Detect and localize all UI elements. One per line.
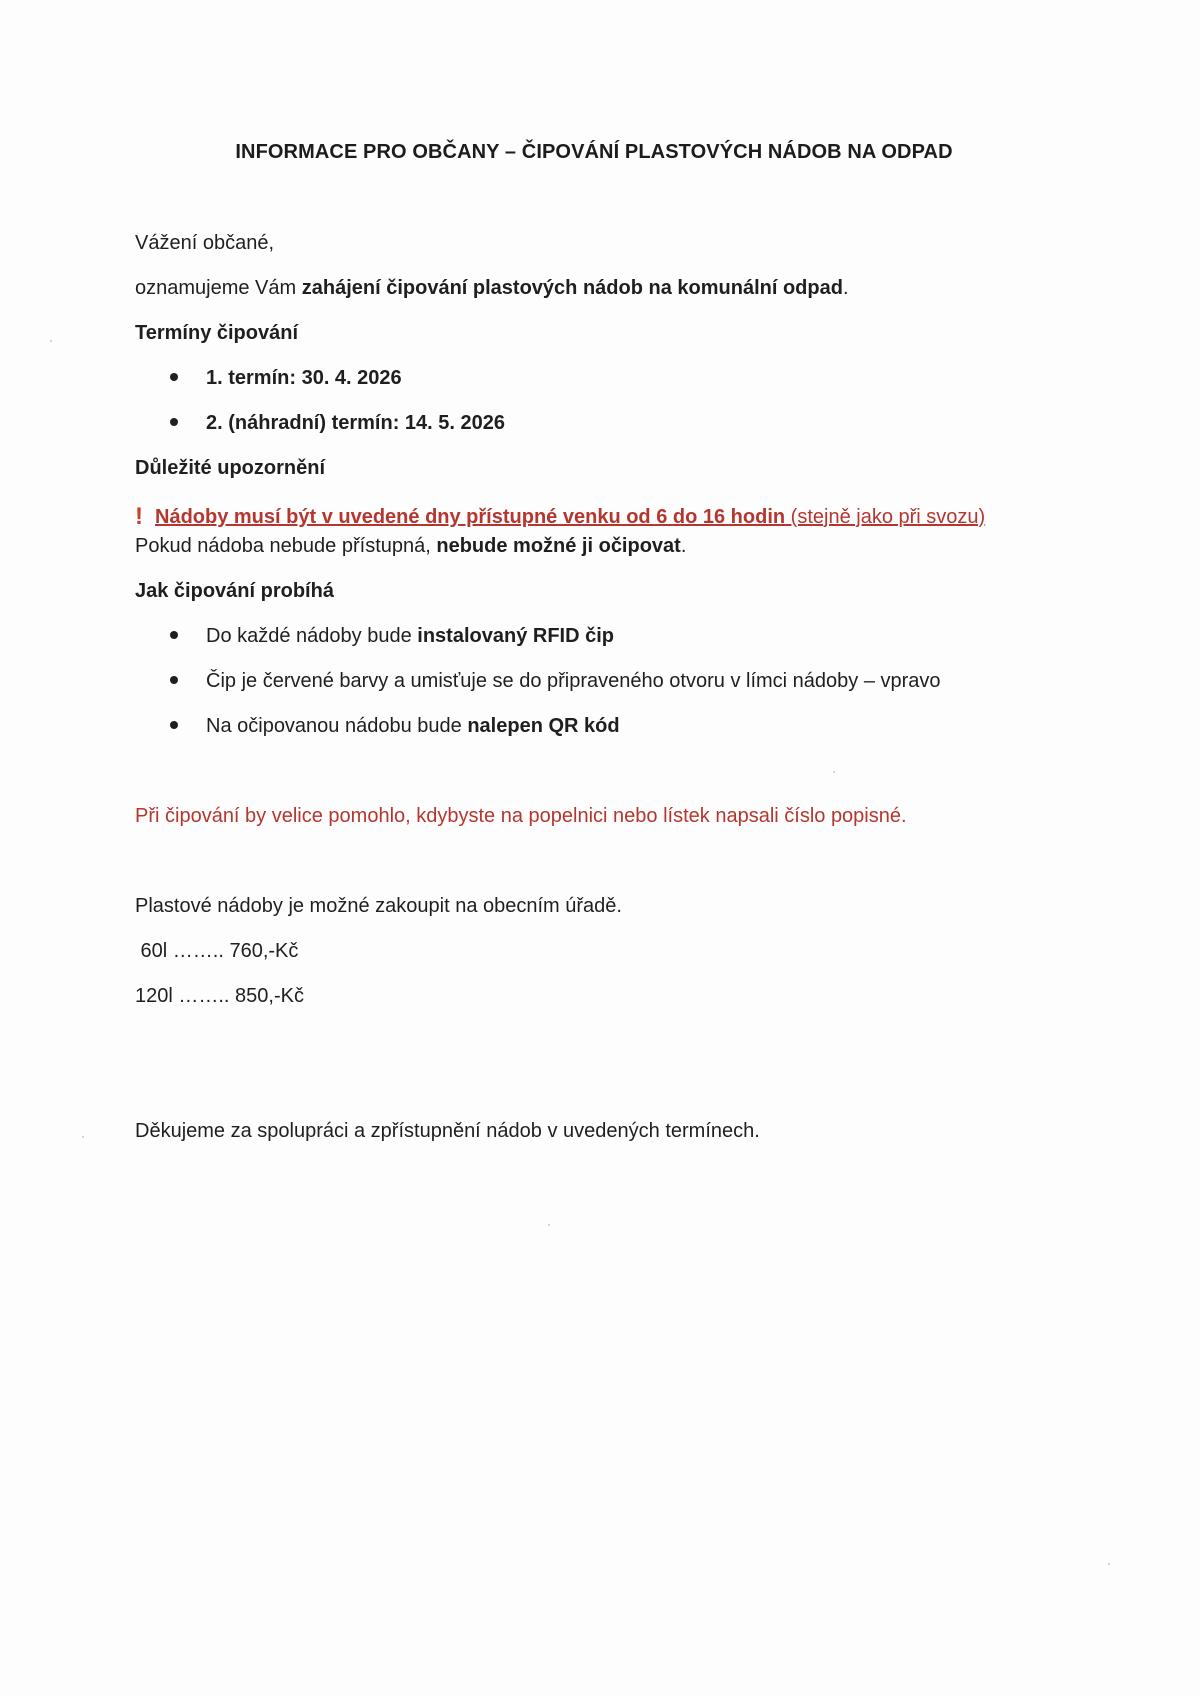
process-heading-text: Jak čipování probíhá [135, 580, 334, 602]
bullet-icon [170, 721, 178, 729]
purchase-text: Plastové nádoby je možné zakoupit na obecním úřadě. [135, 895, 622, 917]
notice-line-2 [135, 533, 686, 559]
scan-speck [548, 1224, 550, 1226]
bullet-icon [170, 676, 178, 684]
term-1-text: 1. termín: 30. 4. 2026 [206, 367, 402, 389]
notice-line [135, 503, 985, 530]
bullet-icon [170, 373, 178, 381]
scan-speck [833, 771, 835, 773]
term-2-text: 2. (náhradní) termín: 14. 5. 2026 [206, 412, 505, 434]
notice-heading [135, 455, 325, 481]
notice-underlined [155, 506, 985, 528]
red-note: Při čipování by velice pomohlo, kdybyste na popelnici nebo lístek napsali číslo popisné. [135, 805, 907, 827]
scan-speck [50, 340, 52, 342]
process-2-text: Čip je červené barvy a umisťuje se do připraveného otvoru v límci nádoby – vpravo [206, 670, 941, 692]
term-item [170, 365, 402, 391]
price-60l: 60l …….. 760,-Kč [135, 940, 299, 962]
scan-speck [82, 1136, 84, 1138]
notice-note: (stejně jako při svozu) [785, 506, 986, 528]
process-heading [135, 578, 334, 604]
intro-prefix: oznamujeme Vám [135, 277, 302, 299]
exclamation-icon: ! [135, 503, 143, 530]
process-item [170, 668, 941, 694]
process-item [170, 623, 614, 649]
intro-suffix: . [842, 277, 849, 299]
notice-bold: Nádoby musí být v uvedené dny přístupné venku od 6 do 16 hodin [155, 506, 786, 528]
notice-line2-suffix: . [680, 535, 687, 557]
notice-heading-text: Důležité upozornění [135, 457, 325, 479]
bullet-icon [170, 631, 178, 639]
page-title: INFORMACE PRO OBČANY – ČIPOVÁNÍ PLASTOVÝCH NÁDOB NA ODPAD [235, 141, 953, 163]
terms-heading [135, 320, 298, 346]
greeting: Vážení občané, [135, 232, 274, 254]
process-1-bold: instalovaný RFID čip [417, 625, 614, 647]
thanks-text: Děkujeme za spolupráci a zpřístupnění nádob v uvedených termínech. [135, 1120, 760, 1142]
process-3-bold: nalepen QR kód [467, 715, 620, 737]
process-3-prefix: Na očipovanou nádobu bude [206, 715, 468, 737]
intro-paragraph [135, 275, 849, 301]
term-item [170, 410, 505, 436]
notice-line2-bold: nebude možné ji očipovat [436, 535, 681, 557]
intro-bold: zahájení čipování plastových nádob na komunální odpad [301, 277, 843, 299]
process-item [170, 713, 620, 739]
price-120l: 120l …….. 850,-Kč [135, 985, 304, 1007]
process-1-prefix: Do každé nádoby bude [206, 625, 418, 647]
bullet-icon [170, 418, 178, 426]
notice-line2-prefix: Pokud nádoba nebude přístupná, [135, 535, 437, 557]
scan-speck [1108, 1563, 1110, 1565]
terms-heading-text: Termíny čipování [135, 322, 299, 344]
